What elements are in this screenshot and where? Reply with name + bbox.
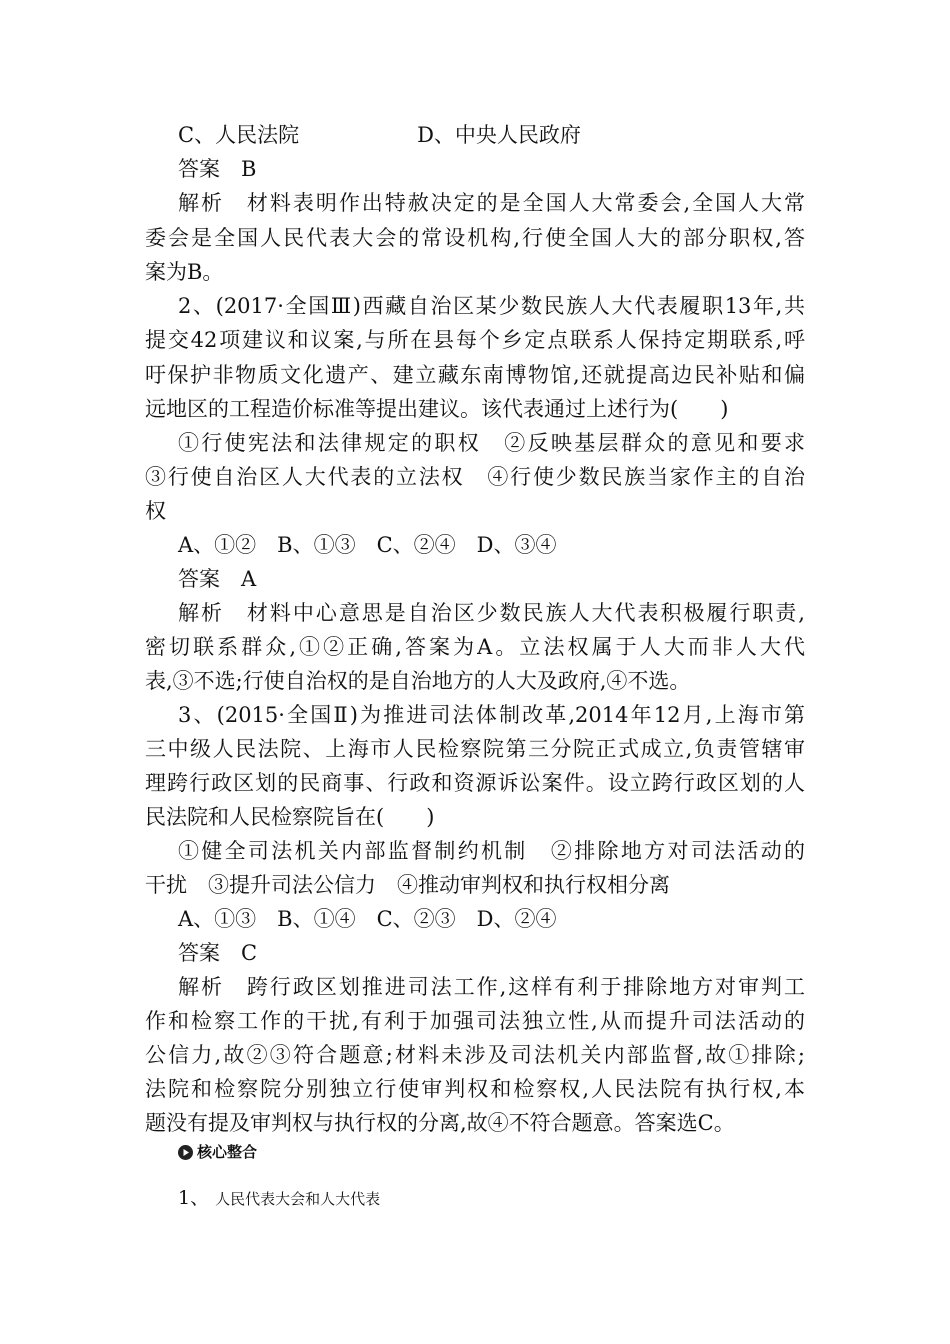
q2-stem-line: 提交42项建议和议案,与所在县每个乡定点联系人保持定期联系,呼 [145,328,805,352]
q1-answer: 答案 B [178,157,257,181]
item-number: 1、 [178,1187,210,1209]
section-heading [178,1140,257,1164]
q3-stem-line: 3、(2015·全国Ⅱ)为推进司法体制改革,2014年12月,上海市第 [178,703,805,727]
section-title: 核心整合 [197,1143,258,1161]
q3-analysis-line: 题没有提及审判权与执行权的分离,故④不符合题意。答案选C。 [145,1111,735,1135]
q3-statement-line: 干扰 ③提升司法公信力 ④推动审判权和执行权相分离 [145,873,670,897]
q1-analysis-line: 委会是全国人民代表大会的常设机构,行使全国人大的部分职权,答 [145,226,805,250]
q1-analysis-line: 解析 材料表明作出特赦决定的是全国人大常委会,全国人大常 [178,191,805,215]
q2-stem-line: 2、(2017·全国Ⅲ)西藏自治区某少数民族人大代表履职13年,共 [178,294,805,318]
q1-option-c: C、人民法院 [178,123,300,147]
q3-analysis-line: 作和检察工作的干扰,有利于加强司法独立性,从而提升司法活动的 [145,1009,805,1033]
q2-stem-line: 远地区的工程造价标准等提出建议。该代表通过上述行为( ) [145,397,729,421]
q1-options-row [178,121,581,149]
q2-analysis-line: 密切联系群众,①②正确,答案为A。立法权属于人大而非人大代 [145,635,805,659]
q3-stem-line: 民法院和人民检察院旨在( ) [145,805,435,829]
item-text: 人民代表大会和人大代表 [215,1190,381,1208]
q3-stem-line: 理跨行政区划的民商事、行政和资源诉讼案件。设立跨行政区划的人 [145,771,805,795]
q2-analysis-line: 解析 材料中心意思是自治区少数民族人大代表积极履行职责, [178,601,805,625]
q2-statement-line: 权 [145,499,166,523]
q3-answer: 答案 C [178,941,258,965]
q2-statement-line: ③行使自治区人大代表的立法权 ④行使少数民族当家作主的自治 [145,465,805,489]
q2-answer: 答案 A [178,567,257,591]
q2-options: A、①② B、①③ C、②④ D、③④ [178,533,557,557]
q3-statement-line: ①健全司法机关内部监督制约机制 ②排除地方对司法活动的 [178,839,805,863]
play-circle-icon [178,1145,193,1160]
list-item [178,1186,380,1211]
q3-options: A、①③ B、①④ C、②③ D、②④ [178,907,557,931]
q2-analysis-line: 表,③不选;行使自治权的是自治地方的人大及政府,④不选。 [145,669,691,693]
q2-stem-line: 吁保护非物质文化遗产、建立藏东南博物馆,还就提高边民补贴和偏 [145,363,805,387]
q1-option-d: D、中央人民政府 [417,123,581,147]
q2-statement-line: ①行使宪法和法律规定的职权 ②反映基层群众的意见和要求 [178,431,805,455]
q3-analysis-line: 公信力,故②③符合题意;材料未涉及司法机关内部监督,故①排除; [145,1043,805,1067]
q3-analysis-line: 法院和检察院分别独立行使审判权和检察权,人民法院有执行权,本 [145,1077,805,1101]
q3-stem-line: 三中级人民法院、上海市人民检察院第三分院正式成立,负责管辖审 [145,737,805,761]
q3-analysis-line: 解析 跨行政区划推进司法工作,这样有利于排除地方对审判工 [178,975,805,999]
q1-analysis-line: 案为B。 [145,260,224,284]
